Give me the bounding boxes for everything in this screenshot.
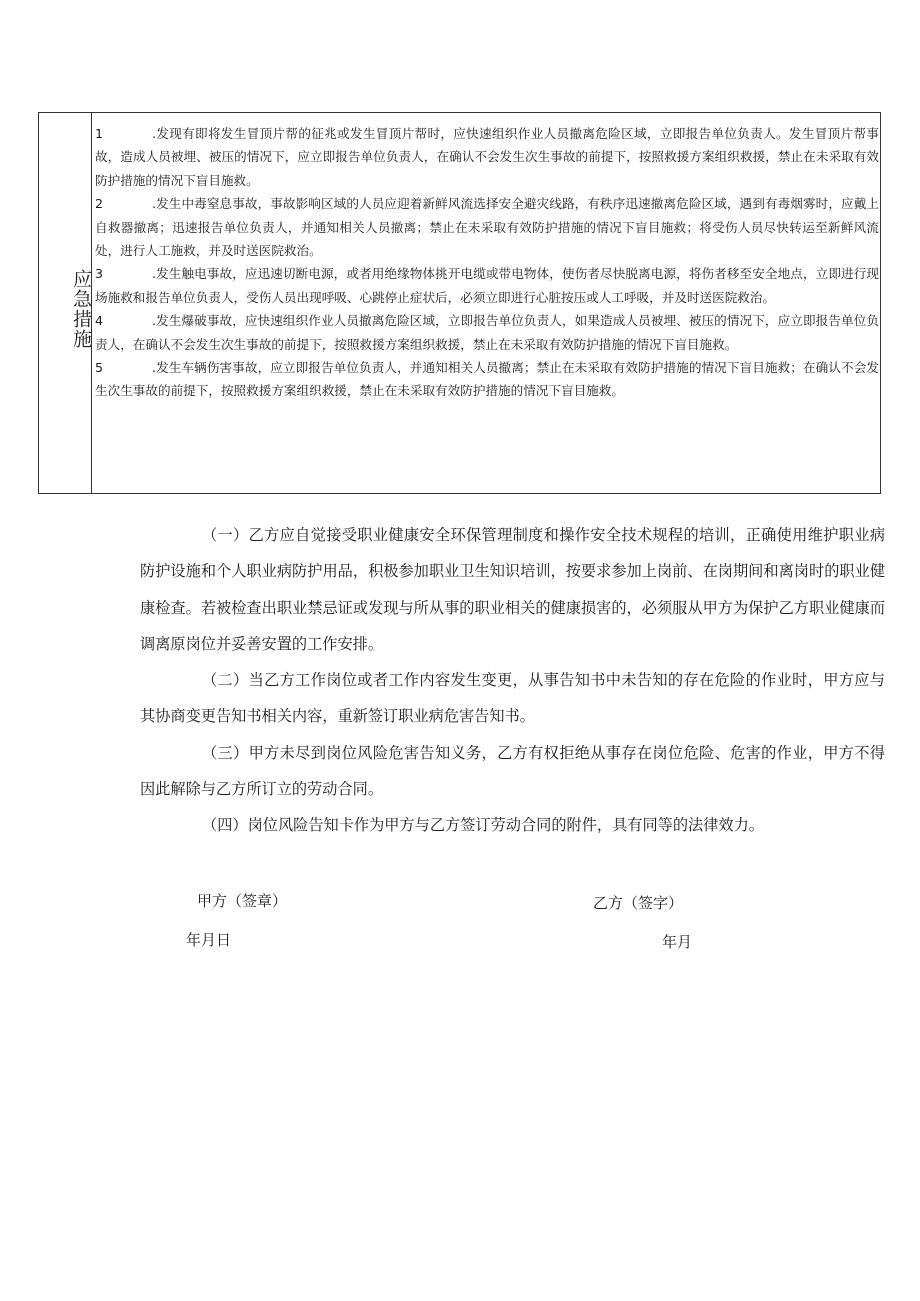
- clause-paragraph: （二）当乙方工作岗位或者工作内容发生变更，从事告知书中未告知的存在危险的作业时，甲方应与其协商变更告知书相关内容，重新签订职业病危害告知书。: [140, 671, 885, 726]
- clause-paragraph: （四）岗位风险告知卡作为甲方与乙方签订劳动合同的附件，具有同等的法律效力。: [202, 816, 764, 835]
- measure-item: [95, 356, 879, 403]
- measure-text: .发生触电事故，应迅速切断电源，或者用绝缘物体挑开电缆或带电物体，使伤者尽快脱离电源，将伤者移至安全地点，立即进行现场施救和报告单位负责人，受伤人员出现呼吸、心跳停止症状后，必须立即进行心脏按压或人工呼吸，并及时送医院救治。: [95, 266, 879, 305]
- measure-item: [95, 309, 879, 356]
- measure-text: .发现有即将发生冒顶片帮的征兆或发生冒顶片帮时，应快速组织作业人员撤离危险区域，立即报告单位负责人。发生冒顶片帮事故，造成人员被埋、被压的情况下，应立即报告单位负责人，在确认不会发生次生事故的前提下，按照救援方案组织救援，禁止在未采取有效防护措施的情况下盲目施救。: [95, 126, 879, 188]
- measure-number: 2: [95, 196, 104, 212]
- agreement-clauses: [140, 517, 885, 844]
- measure-number: 1: [95, 126, 104, 141]
- measure-number: 4: [95, 313, 104, 329]
- measure-item: [95, 192, 879, 262]
- measure-number: 3: [95, 266, 104, 282]
- measure-item: [95, 122, 879, 192]
- party-a-date-label: 年月日: [186, 931, 232, 949]
- measure-item: [95, 262, 879, 309]
- measure-text: .发生车辆伤害事故，应立即报告单位负责人，并通知相关人员撤离；禁止在未采取有效防护措施的情况下盲目施救；在确认不会发生次生事故的前提下，按照救援方案组织救援，禁止在未采取有效防护措施的情况下盲目施救。: [95, 360, 879, 399]
- party-b-date-label: 年月: [662, 933, 693, 951]
- measure-text: .发生爆破事故，应快速组织作业人员撤离危险区域，立即报告单位负责人，如果造成人员被埋、被压的情况下，应立即报告单位负责人，在确认不会发生次生事故的前提下，按照救援方案组织救援，禁止在未采取有效防护措施的情况下盲目施救。: [95, 313, 879, 352]
- table-label-cell: [39, 113, 92, 493]
- measure-number: 5: [95, 360, 104, 376]
- party-a-signature-label: 甲方（签章）: [197, 892, 288, 910]
- measure-text: .发生中毒窒息事故，事故影响区域的人员应迎着新鲜风流选择安全避灾线路，有秩序迅速撤离危险区域，遇到有毒烟雾时，应戴上自救器撤离；迅速报告单位负责人，并通知相关人员撤离；禁止在未采取有效防护措施的情况下盲目施救；将受伤人员尽快转运至新鲜风流处，进行人工施救，并及时送医院救治。: [95, 196, 879, 259]
- party-b-signature-label: 乙方（签字）: [593, 894, 684, 912]
- emergency-measures-table: [38, 112, 881, 494]
- measures-list: [95, 122, 879, 403]
- clause-paragraph: （一）乙方应自觉接受职业健康安全环保管理制度和操作安全技术规程的培训，正确使用维护职业病防护设施和个人职业病防护用品，积极参加职业卫生知识培训，按要求参加上岗前、在岗期间和离岗时的职业健康检查。若被检查出职业禁忌证或发现与所从事的职业相关的健康损害的，必须服从甲方为保护乙方职业健康而调离原岗位并妥善安置的工作安排。: [140, 526, 885, 653]
- emergency-measures-label: 应急措施: [70, 269, 92, 349]
- clause-paragraph: （三）甲方未尽到岗位风险危害告知义务，乙方有权拒绝从事存在岗位危险、危害的作业，甲方不得因此解除与乙方所订立的劳动合同。: [140, 743, 885, 799]
